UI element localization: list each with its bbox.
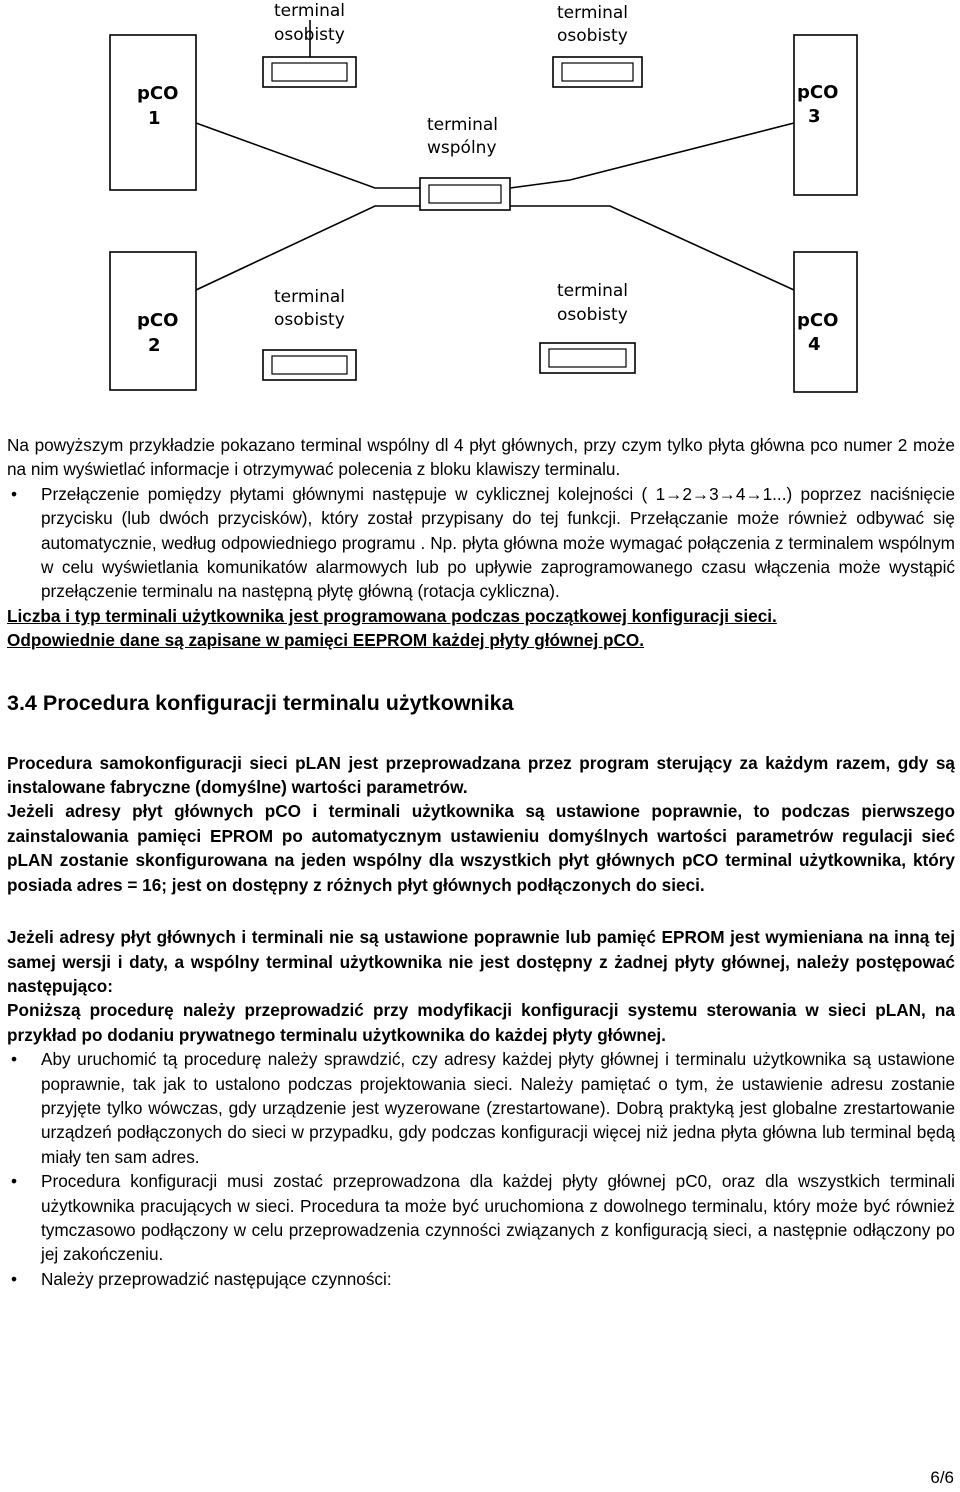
- underlined-note-1: Liczba i typ terminali użytkownika jest programowana podczas początkowej konfiguracji sieci.: [7, 605, 777, 626]
- board-1-number: 1: [148, 108, 161, 129]
- arrow-icon: →: [718, 483, 736, 504]
- procedure-bullet-3: • Należy przeprowadzić następujące czynności:: [7, 1267, 955, 1291]
- arrow-icon: →: [691, 483, 710, 504]
- intro-paragraph: Na powyższym przykładzie pokazano terminal wspólny dl 4 płyt głównych, przy czym tylko płyta główna pco numer 2 może na nim wyświetlać informacje i otrzymywać polecenia z bloku klawiszy terminalu.: [7, 435, 955, 480]
- board-1-name: pCO: [137, 83, 179, 104]
- terminal-4-label-line1: terminal: [557, 281, 629, 301]
- document-body: [7, 433, 955, 1291]
- terminal-box-4: [540, 343, 635, 373]
- terminal-box-3: [263, 350, 356, 380]
- board-2-number: 2: [148, 335, 161, 356]
- terminal-2-label-line1: terminal: [557, 3, 629, 23]
- page-number: 6/6: [930, 1468, 954, 1487]
- terminal-1-label-line1: terminal: [274, 1, 346, 21]
- switching-bullet: [7, 482, 955, 604]
- bold-paragraph-2: Jeżeli adresy płyt głównych pCO i terminali użytkownika są ustawione poprawnie, to podczas pierwszego zainstalowania pamięci EPROM po automatycznym ustawieniu domyślnych wartości parametrów regulacji sieć pLAN zostanie skonfigurowana na jeden wspólny dla wszystkich płyt głównych pCO terminal użytkownika, który posiada adres = 16; jest on dostępny z różnych płyt głównych podłączonych do sieci.: [7, 801, 955, 895]
- terminal-4-label-line2: osobisty: [557, 305, 628, 325]
- terminal-box-shared: [420, 178, 510, 210]
- board-4-number: 4: [808, 334, 821, 355]
- procedure-list: [7, 1047, 955, 1291]
- board-4-name: pCO: [797, 310, 839, 331]
- switching-list: [7, 482, 955, 604]
- switching-text-end: ...) poprzez naciśnięcie przycisku (lub dwóch przycisków), który został przypisany do tej funkcji. Przełączanie może również odbywać się automatycznie, według odpowiedniego programu . Np. płyta główna może wymagać połączenia z terminalem wspólnym w celu wyświetlania komunikatów alarmowych lub po upływie zaprogramowanego czasu włączenia może wystąpić przełączenie terminalu na następną płytę główną (rotacja cykliczna).: [41, 483, 956, 602]
- bold-paragraph-3: Jeżeli adresy płyt głównych i terminali nie są ustawione poprawnie lub pamięć EPROM jest wymieniana na inną tej samej wersji i daty, a wspólny terminal użytkownika nie jest dostępny z żadnej płyty głównej, należy postępować następująco:: [7, 927, 955, 996]
- procedure-bullet-1: • Aby uruchomić tą procedurę należy sprawdzić, czy adresy każdej płyty głównej i terminalu użytkownika są ustawione poprawnie, tak jak to ustalono podczas projektowania sieci. Należy pamiętać o tym, że ustawienie adresu zostanie przyjęte tylko wówczas, gdy urządzenie jest wyzerowane (zrestartowane). Dobrą praktyką jest globalne zrestartowanie urządzeń podłączonych do sieci w przypadku, gdy podczas konfiguracji więcej niż jedna płyta główna lub terminal będą miały ten sam adres.: [7, 1047, 955, 1169]
- board-box-3: [794, 35, 857, 195]
- network-diagram: [0, 0, 960, 400]
- board-3-number: 3: [808, 106, 821, 127]
- switching-text-start: Przełączenie pomiędzy płytami głównymi następuje w cyklicznej kolejności ( 1: [41, 483, 666, 504]
- terminal-shared-label-line2: wspólny: [427, 138, 497, 158]
- terminal-box-2: [553, 57, 642, 87]
- arrow-icon: →: [745, 483, 763, 504]
- terminal-shared-label-line1: terminal: [427, 115, 499, 135]
- underlined-note-2: Odpowiednie dane są zapisane w pamięci EEPROM każdej płyty głównej pCO.: [7, 630, 645, 651]
- terminal-2-label-line2: osobisty: [557, 26, 628, 46]
- bold-paragraph-4: Poniższą procedurę należy przeprowadzić przy modyfikacji konfiguracji systemu sterowania w sieci pLAN, na przykład po dodaniu prywatnego terminalu użytkownika do każdej płyty głównej.: [7, 1000, 955, 1045]
- bold-paragraph-1: Procedura samokonfiguracji sieci pLAN jest przeprowadzana przez program sterujący za każdym razem, gdy są instalowane fabryczne (domyślne) wartości parametrów.: [7, 752, 955, 798]
- board-2-name: pCO: [137, 310, 179, 331]
- section-heading: 3.4 Procedura konfiguracji terminalu użytkownika: [7, 690, 514, 715]
- procedure-bullet-2: • Procedura konfiguracji musi zostać przeprowadzona dla każdej płyty głównej pC0, oraz dla wszystkich terminali użytkownika pracujących w sieci. Procedura ta może być uruchomiona z dowolnego terminalu, który może być również tymczasowo podłączony w celu przeprowadzenia czynności związanych z konfiguracją sieci, a następnie odłączony po jej zakończeniu.: [7, 1169, 955, 1267]
- cycle-sequence: →2→3→4→1: [665, 483, 773, 504]
- arrow-icon: →: [665, 483, 683, 504]
- terminal-box-1: [263, 57, 356, 87]
- terminal-3-label-line2: osobisty: [274, 310, 345, 330]
- board-3-name: pCO: [797, 82, 839, 103]
- terminal-3-label-line1: terminal: [274, 287, 346, 307]
- terminal-1-label-line2: osobisty: [274, 25, 345, 45]
